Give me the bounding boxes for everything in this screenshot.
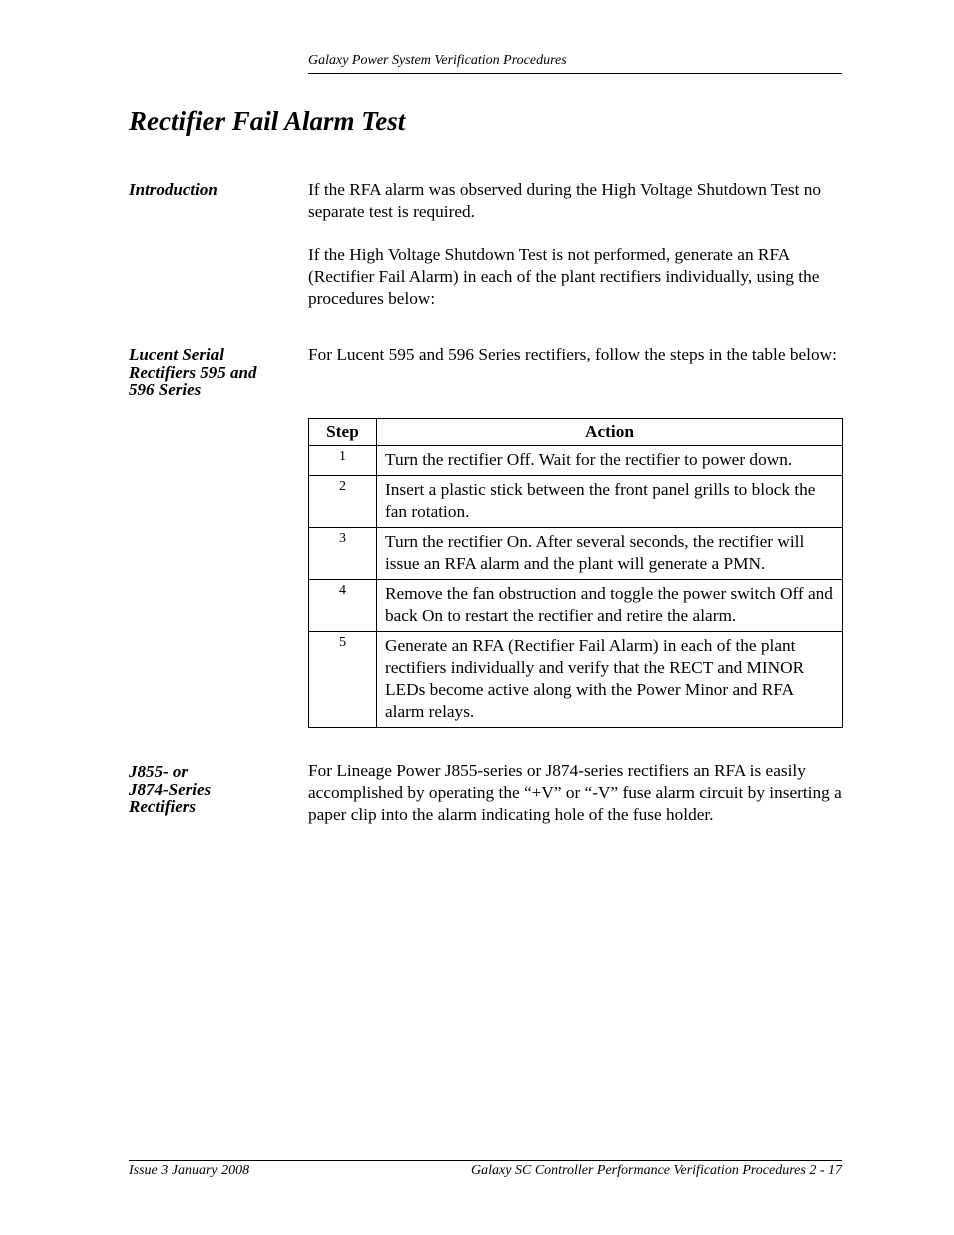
table-header-row <box>309 419 843 446</box>
step-action: Turn the rectifier Off. Wait for the rectifier to power down. <box>377 446 843 476</box>
lucent-heading-line-3: 596 Series <box>129 380 202 399</box>
table-row <box>309 580 843 632</box>
lucent-heading-line-2: Rectifiers 595 and <box>129 362 257 382</box>
footer-issue-date: Issue 3 January 2008 <box>129 1163 250 1178</box>
step-number: 1 <box>309 446 377 476</box>
table-row <box>309 632 843 728</box>
table-row <box>309 476 843 528</box>
action-column-header: Action <box>377 419 843 446</box>
step-column-header: Step <box>309 419 377 446</box>
table-row <box>309 446 843 476</box>
introduction-paragraph-2: If the High Voltage Shutdown Test is not performed, generate an RFA (Rectifier Fail Alarm) in each of the plant rectifiers individually, using the procedures below: <box>308 245 820 308</box>
table-row <box>309 528 843 580</box>
j855-heading-line-3: Rectifiers <box>129 797 197 816</box>
introduction-paragraph-1: If the RFA alarm was observed during the High Voltage Shutdown Test no separate test is required. <box>308 180 822 221</box>
step-number: 4 <box>309 580 377 632</box>
lucent-series-paragraph: For Lucent 595 and 596 Series rectifiers, follow the steps in the table below: <box>308 345 837 364</box>
header-rule <box>308 73 842 74</box>
footer-page-label: Galaxy SC Controller Performance Verification Procedures 2 - 17 <box>471 1163 842 1178</box>
step-action: Turn the rectifier On. After several seconds, the rectifier will issue an RFA alarm and the plant will generate a PMN. <box>377 528 843 580</box>
lucent-heading-line-1: Lucent Serial <box>129 345 224 364</box>
procedure-steps-table <box>308 418 843 728</box>
j855-j874-paragraph: For Lineage Power J855-series or J874-series rectifiers an RFA is easily accomplished by operating the “+V” or “-V” fuse alarm circuit by inserting a paper clip into the alarm indicating hole of the fuse holder. <box>308 761 842 824</box>
step-action: Insert a plastic stick between the front panel grills to block the fan rotation. <box>377 476 843 528</box>
introduction-heading: Introduction <box>129 180 218 199</box>
j855-heading-line-1: J855- or <box>129 762 189 781</box>
running-header: Galaxy Power System Verification Procedures <box>308 53 567 68</box>
step-action: Generate an RFA (Rectifier Fail Alarm) in each of the plant rectifiers individually and verify that the RECT and MINOR LEDs become active along with the Power Minor and RFA alarm relays. <box>377 632 843 728</box>
step-number: 3 <box>309 528 377 580</box>
lucent-series-heading <box>129 346 289 399</box>
step-number: 2 <box>309 476 377 528</box>
j855-j874-heading <box>129 763 289 816</box>
step-number: 5 <box>309 632 377 728</box>
footer-rule <box>129 1160 842 1161</box>
step-action: Remove the fan obstruction and toggle the power switch Off and back On to restart the rectifier and retire the alarm. <box>377 580 843 632</box>
page-title: Rectifier Fail Alarm Test <box>129 106 406 136</box>
j855-heading-line-2: J874-Series <box>129 779 212 799</box>
